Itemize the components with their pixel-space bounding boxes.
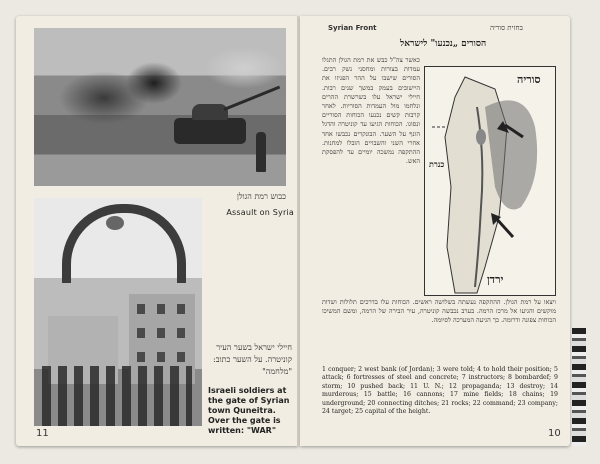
- tank-battle-photo: [34, 28, 286, 186]
- tank-figure: [174, 118, 246, 144]
- page-number-left: 11: [36, 428, 49, 439]
- article-column-text: כאשר צה"ל כבש את רמת הגולן התגלו עמדות בצורות ומחסני נשק רבים. הסורים שישבו על ההר הפגיזו את היישובים בעמק במשך שנים רבות. חיילי ישראל עלו בשרשרת ההרים ונלחמו מול העמדות הסוריות. לאחר קרבות קשים נכנעו הכוחות הסוריים ונסוגו. הכוחות הגיעו עד קוניטרה והדגל הונף על השער. הבונקרים נכבשו אחד אחרי השני והשבויים הובלו למחנות. ההתקפה נמשכה יומיים עד להפסקת האש.: [322, 56, 420, 166]
- right-page: [300, 16, 570, 446]
- running-head-hebrew: בחזית סוריה: [490, 24, 523, 32]
- next-booklet-edge: [572, 328, 586, 446]
- article-body-text: ויצאו על רמת הגולן. ההתקפה נעשתה בשלושה ראשים. הכוחות עלו בדרכים תלולות ושדות מוקשים והגיעו אל מרכז הרמה. בערב נכבשה קוניטרה, עיר הבירה של הרמה, ומשם המשיכו הכוחות צפונה ודרומה. כך הגיעה המערכה לסיומה.: [322, 298, 556, 325]
- map-label-kinneret: כנרת: [429, 159, 445, 169]
- running-head-english: Syrian Front: [328, 24, 377, 32]
- caption-assault-on-syria: Assault on Syria: [226, 208, 294, 217]
- quneitra-gate-photo: [34, 198, 202, 426]
- caption-hebrew-soldiers: חיילי ישראל בשער העיר קוניטרה. על השער כתוב: "מלחמה": [213, 343, 292, 376]
- caption-israeli-soldiers: Israeli soldiers at the gate of Syrian town Quneitra. Over the gate is written: "WAR": [208, 386, 290, 435]
- map-label-jordan: ירדן: [487, 273, 504, 286]
- golan-map: [424, 66, 556, 296]
- soldier-figure: [256, 132, 266, 172]
- gate-arch: [62, 204, 186, 283]
- gate-sign: [106, 216, 124, 230]
- map-label-syria: סוריה: [517, 73, 541, 86]
- map-drawing: [425, 67, 555, 295]
- article-title: הסורים „נכנעו" לישראל: [400, 39, 487, 49]
- open-booklet: [14, 12, 586, 452]
- soldiers-group: [42, 366, 192, 426]
- caption-hebrew-assault: כבוש רמת הגולן: [236, 192, 286, 201]
- page-number-right: 10: [548, 428, 561, 439]
- glossary-footnotes: 1 conquer; 2 west bank (of Jordan); 3 were told; 4 to hold their position; 5 attack; 6 fortresses of steel and concrete; 7 instructors; 8 bombardef; 9 storm; 10 pushed back; 11 U. N.; 12 propaganda; 13 destroy; 14 murderous; 15 battle; 16 cannons; 17 mine fields; 18 chains; 19 underground; 20 connecting ditches; 21 rocks; 22 command; 23 company; 24 target; 25 capital of the height.: [322, 366, 558, 416]
- left-page: [16, 16, 298, 446]
